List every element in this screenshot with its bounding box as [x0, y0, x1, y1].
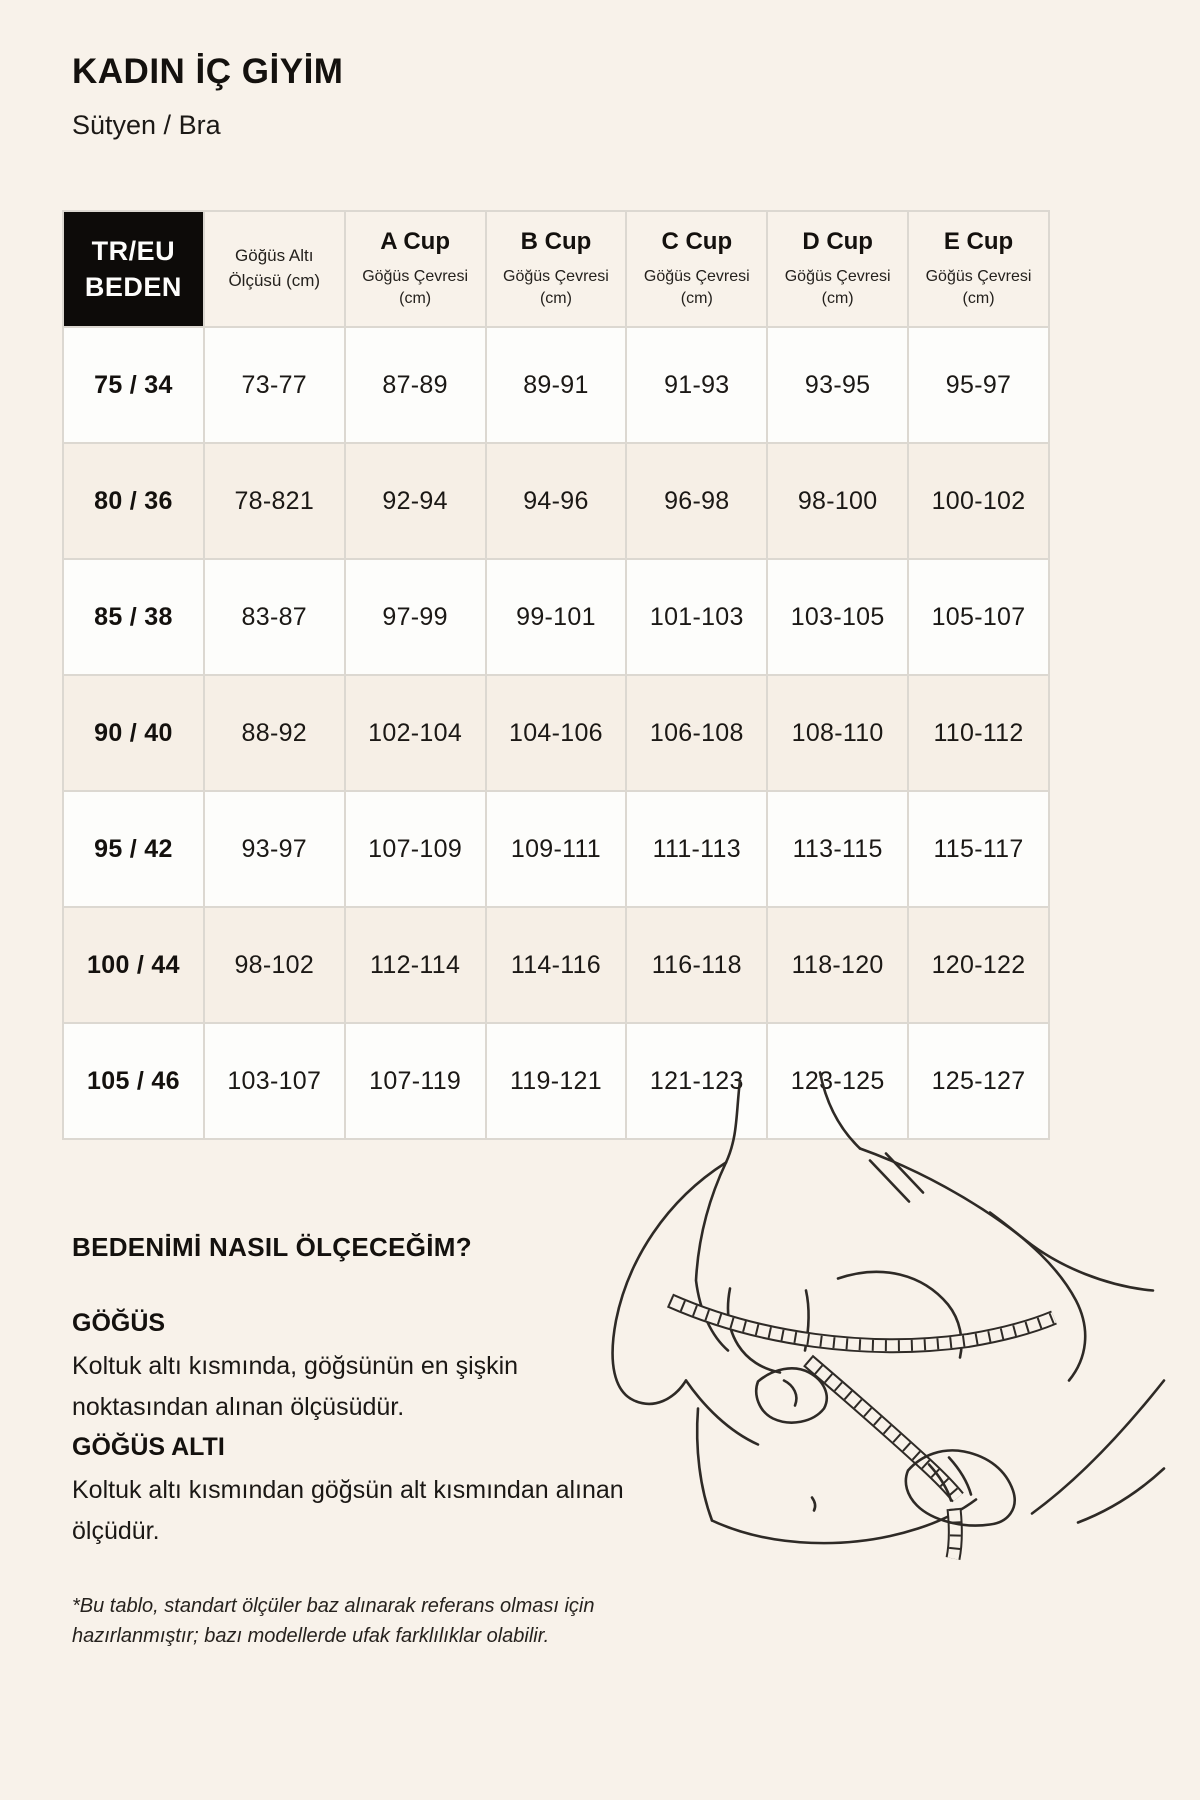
cup-c-cell: 101-103: [626, 559, 767, 675]
guide-section-gogus-alti: [72, 1433, 647, 1551]
table-row: [63, 675, 1049, 791]
cup-d-cell: 113-115: [767, 791, 908, 907]
table-row: [63, 443, 1049, 559]
measuring-tape-icon: [670, 1301, 1054, 1559]
cup-a-cell: 102-104: [345, 675, 486, 791]
cup-a-cell: 107-119: [345, 1023, 486, 1139]
cup-d-cell: 93-95: [767, 327, 908, 443]
cup-d-cell: 103-105: [767, 559, 908, 675]
size-header-line1: TR/EU: [91, 235, 176, 266]
cup-e-cell: 95-97: [908, 327, 1049, 443]
cup-c-cell: 111-113: [626, 791, 767, 907]
cup-b-cell: 109-111: [486, 791, 627, 907]
cup-a-cell: 112-114: [345, 907, 486, 1023]
cup-e-cell: 110-112: [908, 675, 1049, 791]
underbust-cell: 83-87: [204, 559, 345, 675]
cup-d-cell: 98-100: [767, 443, 908, 559]
cup-d-cell: 108-110: [767, 675, 908, 791]
size-cell: 90 / 40: [63, 675, 204, 791]
measuring-tape-figure-icon: [608, 1048, 1168, 1573]
cup-b-column-header: B Cup Göğüs Çevresi (cm): [486, 211, 627, 327]
size-cell: 100 / 44: [63, 907, 204, 1023]
cup-b-cell: 104-106: [486, 675, 627, 791]
cup-d-column-header: D Cup Göğüs Çevresi (cm): [767, 211, 908, 327]
underbust-cell: 103-107: [204, 1023, 345, 1139]
cup-e-cell: 120-122: [908, 907, 1049, 1023]
size-header-line2: BEDEN: [84, 272, 182, 302]
size-cell: 105 / 46: [63, 1023, 204, 1139]
guide-section-title: GÖĞÜS ALTI: [72, 1433, 225, 1461]
guide-section-text: Koltuk altı kısmında, göğsünün en şişkin noktasından alınan ölçüsüdür.: [72, 1352, 519, 1421]
underbust-column-header: Göğüs Altı Ölçüsü (cm): [204, 211, 345, 327]
underbust-cell: 78-821: [204, 443, 345, 559]
size-cell: 75 / 34: [63, 327, 204, 443]
table-row: [63, 327, 1049, 443]
cup-c-cell: 121-123: [626, 1023, 767, 1139]
size-table: [62, 210, 1050, 1140]
bra-measuring-illustration: [608, 1048, 1168, 1573]
cup-c-cell: 91-93: [626, 327, 767, 443]
cup-e-cell: 115-117: [908, 791, 1049, 907]
measuring-guide: [72, 1232, 647, 1651]
cup-c-cell: 106-108: [626, 675, 767, 791]
cup-a-column-header: A Cup Göğüs Çevresi (cm): [345, 211, 486, 327]
cup-c-column-header: C Cup Göğüs Çevresi (cm): [626, 211, 767, 327]
size-table-body: [63, 327, 1049, 1139]
cup-c-cell: 96-98: [626, 443, 767, 559]
cup-e-cell: 125-127: [908, 1023, 1049, 1139]
table-row: [63, 559, 1049, 675]
size-column-header: [63, 211, 204, 327]
guide-section-gogus: [72, 1309, 647, 1427]
guide-footnote: *Bu tablo, standart ölçüler baz alınarak referans olması için hazırlanmıştır; bazı modellerde ufak farklılıklar olabilir.: [72, 1595, 595, 1647]
table-row: [63, 791, 1049, 907]
size-cell: 80 / 36: [63, 443, 204, 559]
table-row: [63, 907, 1049, 1023]
cup-b-cell: 114-116: [486, 907, 627, 1023]
cup-e-cell: 105-107: [908, 559, 1049, 675]
cup-d-cell: 118-120: [767, 907, 908, 1023]
cup-a-cell: 87-89: [345, 327, 486, 443]
cup-b-cell: 119-121: [486, 1023, 627, 1139]
underbust-cell: 73-77: [204, 327, 345, 443]
cup-e-column-header: E Cup Göğüs Çevresi (cm): [908, 211, 1049, 327]
cup-a-cell: 107-109: [345, 791, 486, 907]
size-cell: 95 / 42: [63, 791, 204, 907]
cup-b-cell: 89-91: [486, 327, 627, 443]
page-subtitle: Sütyen / Bra: [72, 110, 221, 140]
guide-section-title: GÖĞÜS: [72, 1309, 166, 1337]
header-row: [63, 211, 1049, 327]
page-title: KADIN İÇ GİYİM: [72, 52, 344, 91]
cup-b-cell: 94-96: [486, 443, 627, 559]
cup-a-cell: 97-99: [345, 559, 486, 675]
underbust-cell: 88-92: [204, 675, 345, 791]
size-cell: 85 / 38: [63, 559, 204, 675]
underbust-cell: 93-97: [204, 791, 345, 907]
underbust-cell: 98-102: [204, 907, 345, 1023]
cup-b-cell: 99-101: [486, 559, 627, 675]
cup-c-cell: 116-118: [626, 907, 767, 1023]
size-table-head: [63, 211, 1049, 327]
cup-a-cell: 92-94: [345, 443, 486, 559]
cup-d-cell: 123-125: [767, 1023, 908, 1139]
guide-heading: BEDENİMİ NASIL ÖLÇECEĞİM?: [72, 1232, 472, 1262]
page-header: [72, 52, 343, 141]
guide-section-text: Koltuk altı kısmından göğsün alt kısmından alınan ölçüdür.: [72, 1476, 624, 1545]
cup-e-cell: 100-102: [908, 443, 1049, 559]
